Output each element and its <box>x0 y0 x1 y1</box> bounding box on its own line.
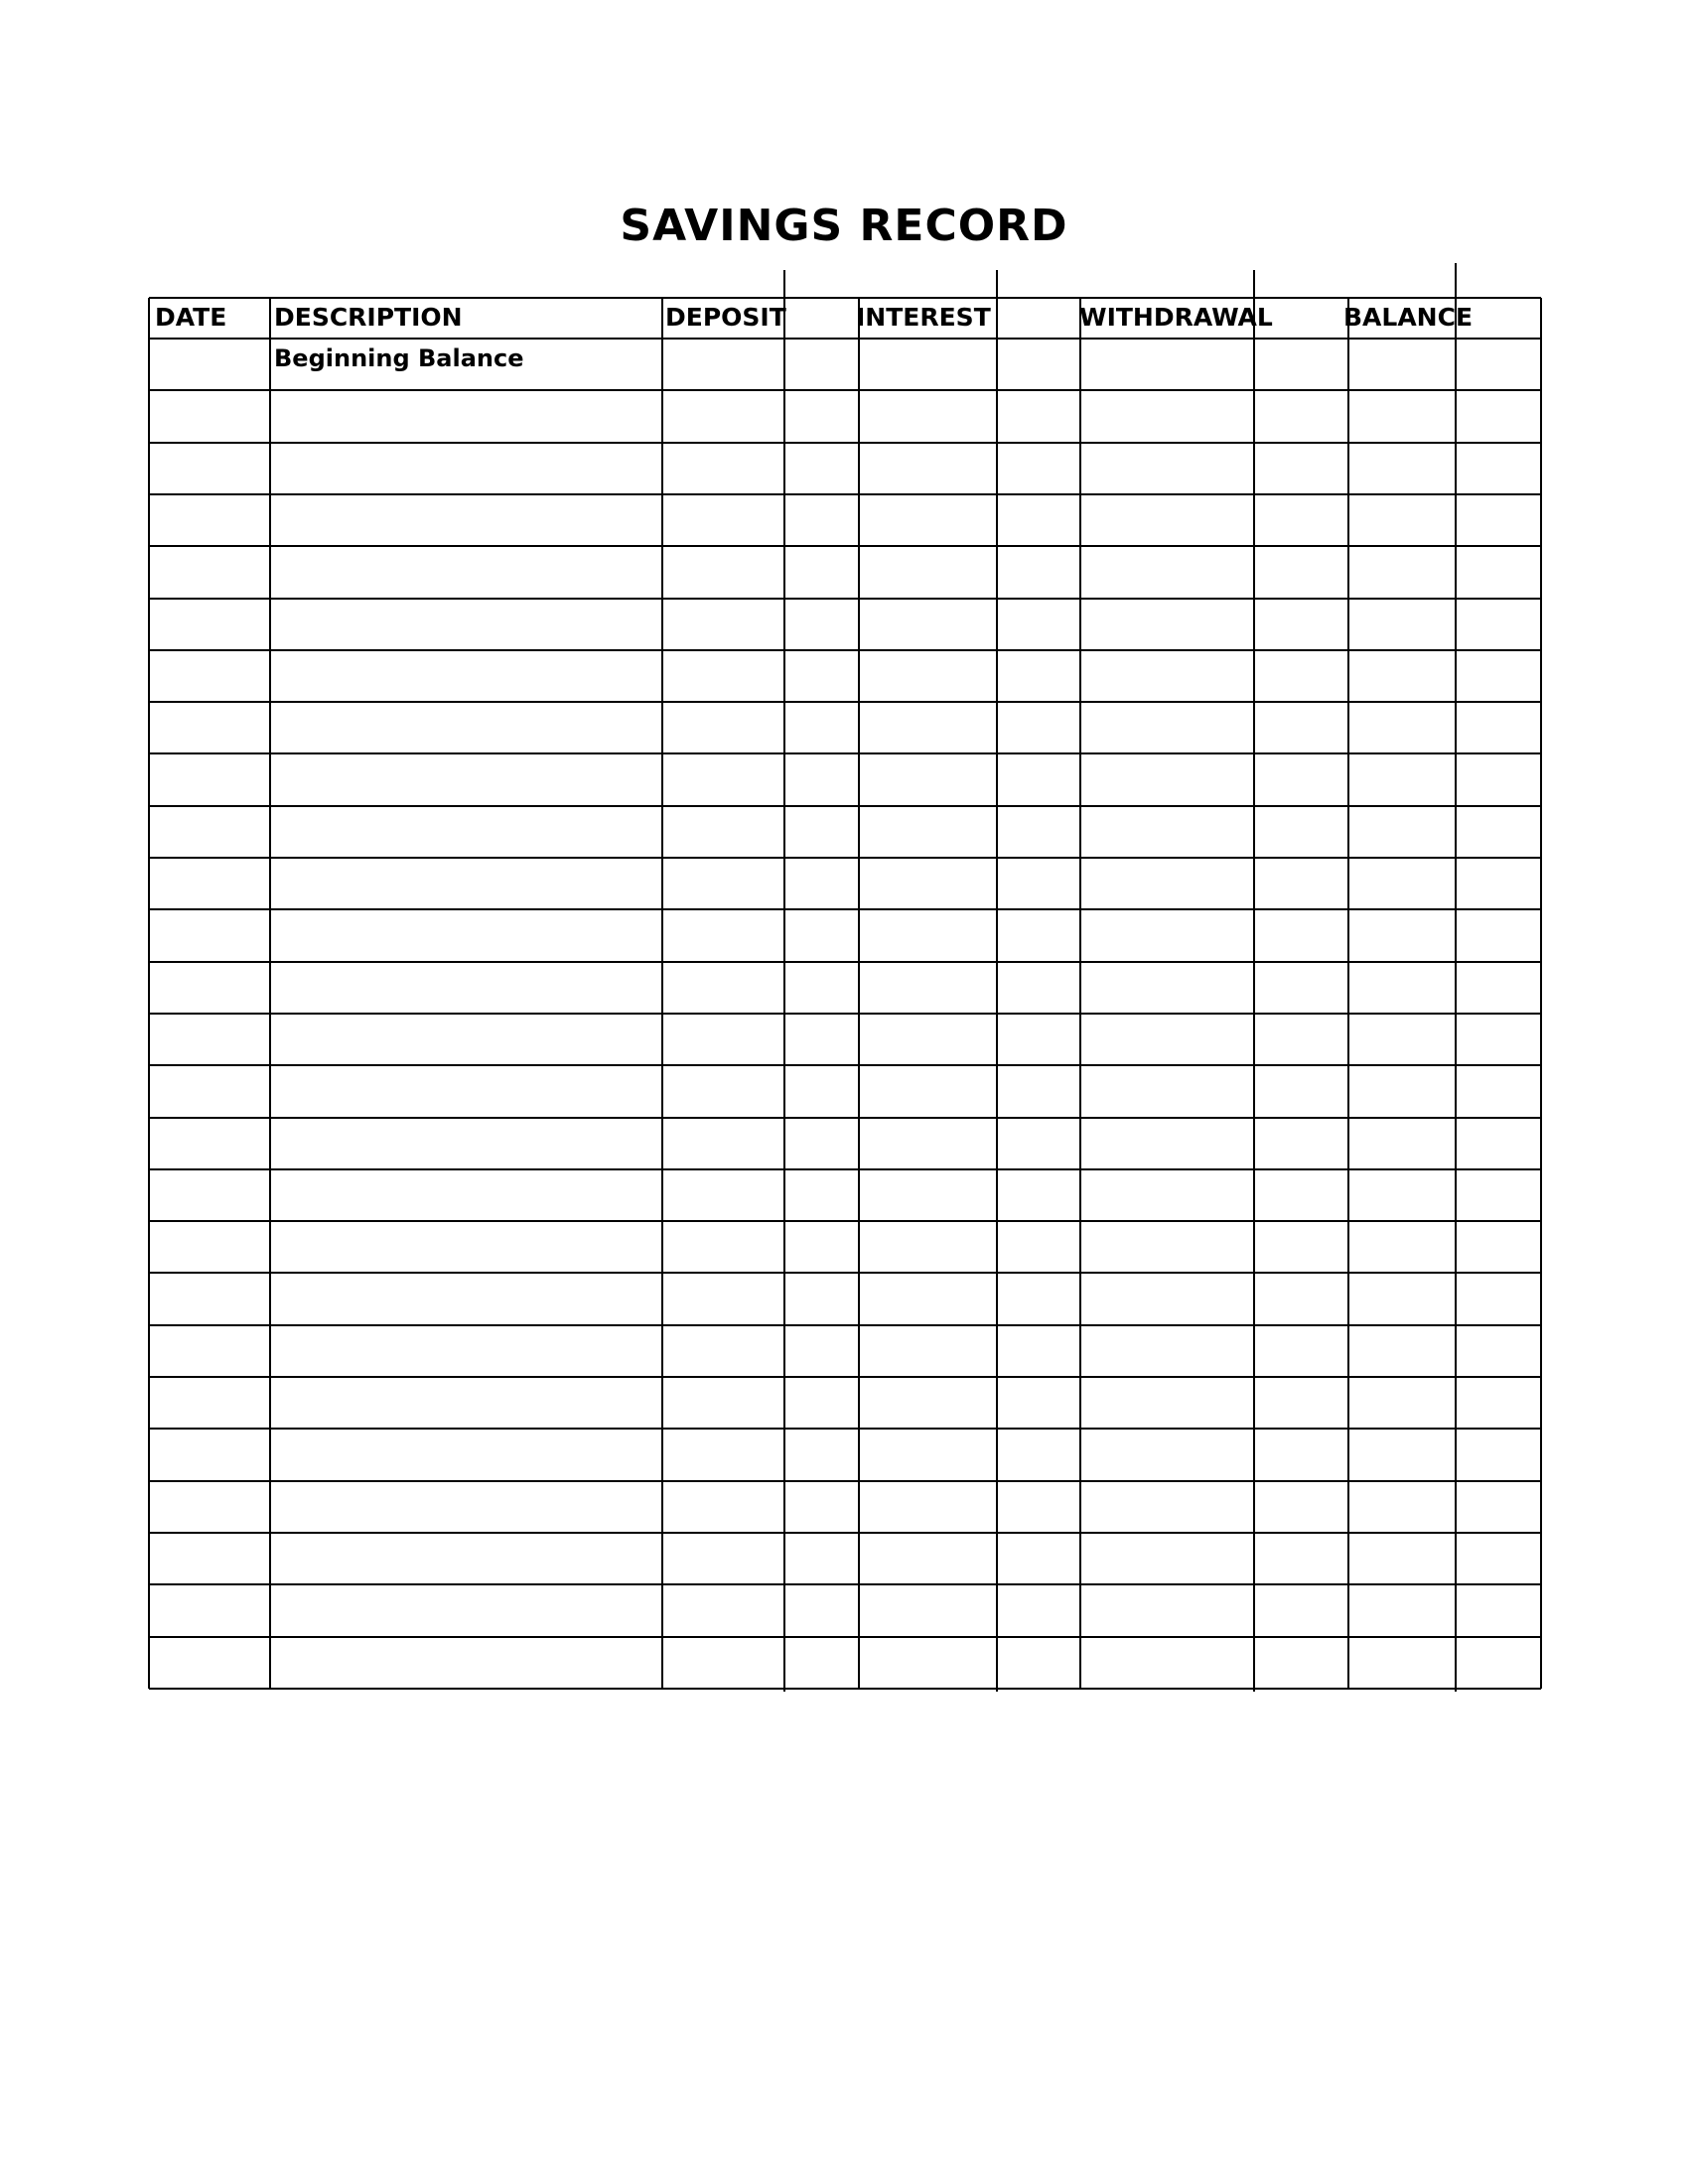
header-interest: INTEREST <box>856 303 991 332</box>
beginning-balance-label: Beginning Balance <box>274 344 524 372</box>
header-withdrawal: WITHDRAWAL <box>1079 303 1273 332</box>
column-lines <box>149 263 1541 1692</box>
header-description: DESCRIPTION <box>274 303 463 332</box>
header-date: DATE <box>155 303 227 332</box>
row-lines <box>149 298 1541 1689</box>
header-deposit: DEPOSIT <box>665 303 786 332</box>
page-title: SAVINGS RECORD <box>620 201 1068 251</box>
header-balance: BALANCE <box>1343 303 1474 332</box>
